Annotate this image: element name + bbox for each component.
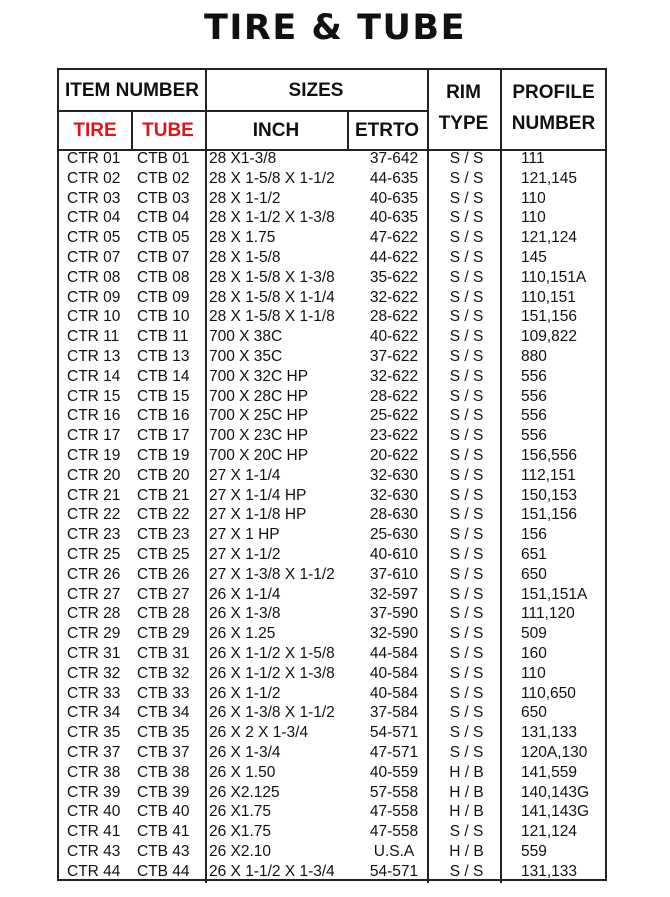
inch-size-cell: 700 X 25C HP: [209, 407, 309, 425]
tube-cell: CTB 32: [137, 664, 190, 682]
inch-size-cell: 26 X 1-1/2 X 1-3/4: [209, 862, 335, 880]
profile-number-cell: 111,120: [521, 605, 575, 623]
rim-type-cell: S / S: [449, 684, 484, 702]
tire-cell: CTR 22: [67, 506, 121, 524]
rim-type-cell: H / B: [449, 803, 484, 821]
profile-number-cell: 110: [521, 189, 546, 207]
etrto-cell: 40-622: [369, 328, 419, 346]
rim-type-cell: S / S: [449, 823, 484, 841]
inch-size-cell: 28 X 1-5/8 X 1-1/4: [209, 288, 335, 306]
rim-type-cell: S / S: [449, 348, 484, 365]
etrto-cell: 37-642: [369, 150, 419, 167]
inch-size-cell: 27 X 1-3/8 X 1-1/2: [209, 565, 335, 583]
inch-size-cell: 26 X2.10: [209, 843, 272, 860]
etrto-cell: 28-630: [369, 506, 419, 524]
inch-size-cell: 700 X 20C HP: [209, 447, 309, 464]
divider-subheader: [59, 110, 427, 112]
etrto-cell: 32-622: [369, 288, 419, 306]
profile-number-cell: 559: [521, 843, 547, 860]
tire-cell: CTR 03: [67, 189, 121, 207]
rim-type-cell: S / S: [449, 565, 484, 583]
tube-cell: CTB 41: [137, 823, 190, 841]
rim-type-cell: S / S: [449, 268, 484, 286]
etrto-cell: 25-630: [369, 526, 419, 544]
table-row: [59, 229, 605, 249]
rim-type-cell: S / S: [449, 288, 484, 306]
tire-cell: CTR 15: [67, 387, 121, 405]
tire-cell: CTR 32: [67, 664, 121, 682]
etrto-cell: 47-558: [369, 803, 419, 821]
table-row: [59, 150, 605, 170]
table-row: [59, 407, 605, 427]
inch-size-cell: 28 X 1-5/8: [209, 249, 281, 266]
inch-size-cell: 26 X 1-1/2 X 1-5/8: [209, 645, 335, 662]
tire-cell: CTR 34: [67, 704, 121, 722]
rim-type-cell: S / S: [449, 862, 484, 880]
tube-cell: CTB 15: [137, 387, 190, 405]
inch-size-cell: 700 X 32C HP: [209, 367, 309, 385]
inch-size-cell: 27 X 1-1/4 HP: [209, 486, 307, 504]
profile-number-cell: 110,151A: [521, 268, 587, 286]
tire-cell: CTR 23: [67, 526, 121, 544]
profile-number-cell: 556: [521, 367, 547, 385]
table-row: [59, 487, 605, 507]
tube-cell: CTB 37: [137, 744, 190, 761]
inch-size-cell: 700 X 23C HP: [209, 427, 309, 445]
profile-number-cell: 650: [521, 565, 547, 583]
rim-type-cell: S / S: [449, 744, 484, 761]
rim-type-cell: S / S: [449, 585, 484, 603]
tire-cell: CTR 26: [67, 565, 121, 583]
rim-type-cell: S / S: [449, 169, 484, 187]
etrto-cell: 37-610: [369, 565, 419, 583]
profile-number-cell: 121,124: [521, 823, 578, 841]
etrto-cell: 23-622: [369, 427, 419, 445]
inch-size-cell: 700 X 28C HP: [209, 387, 309, 405]
rim-type-cell: S / S: [449, 625, 484, 643]
etrto-cell: 44-635: [369, 169, 419, 187]
tube-cell: CTB 01: [137, 150, 190, 167]
tube-cell: CTB 19: [137, 447, 190, 464]
tube-cell: CTB 14: [137, 367, 190, 385]
inch-size-cell: 27 X 1 HP: [209, 526, 280, 544]
etrto-cell: 32-630: [369, 486, 419, 504]
header-rim: RIM: [446, 82, 481, 103]
tire-cell: CTR 02: [67, 169, 121, 187]
table-row: [59, 249, 605, 269]
inch-size-cell: 26 X 1-3/8: [209, 605, 281, 623]
table-row: [59, 586, 605, 606]
table-row: [59, 784, 605, 804]
tire-cell: CTR 33: [67, 684, 121, 702]
tire-cell: CTR 08: [67, 268, 121, 286]
profile-number-cell: 141,559: [521, 763, 578, 781]
rim-type-cell: S / S: [449, 387, 484, 405]
inch-size-cell: 26 X 2 X 1-3/4: [209, 724, 309, 742]
tube-cell: CTB 38: [137, 763, 190, 781]
etrto-cell: 32-597: [369, 585, 419, 603]
inch-size-cell: 28 X1-3/8: [209, 150, 277, 167]
tube-cell: CTB 40: [137, 803, 190, 821]
profile-number-cell: 111: [521, 150, 545, 167]
tire-cell: CTR 09: [67, 288, 121, 306]
inch-size-cell: 26 X 1-3/8 X 1-1/2: [209, 704, 335, 722]
table-row: [59, 388, 605, 408]
inch-size-cell: 26 X2.125: [209, 783, 280, 801]
table-row: [59, 764, 605, 784]
header-tube: TUBE: [142, 120, 194, 141]
header-number: NUMBER: [511, 113, 596, 134]
table-row: [59, 526, 605, 546]
tube-cell: CTB 23: [137, 526, 190, 544]
profile-number-cell: 151,151A: [521, 585, 588, 603]
table-row: [59, 328, 605, 348]
profile-number-cell: 110: [521, 209, 546, 227]
tire-cell: CTR 19: [67, 447, 121, 464]
table-row: [59, 566, 605, 586]
tire-cell: CTR 20: [67, 466, 121, 484]
tire-cell: CTR 11: [67, 328, 120, 346]
tube-cell: CTB 05: [137, 229, 190, 247]
etrto-cell: 40-584: [369, 684, 419, 702]
tube-cell: CTB 27: [137, 585, 190, 603]
etrto-cell: 47-558: [369, 823, 419, 841]
inch-size-cell: 28 X 1-5/8 X 1-1/8: [209, 308, 335, 326]
etrto-cell: 37-590: [369, 605, 419, 623]
rim-type-cell: H / B: [449, 783, 484, 801]
table-row: [59, 823, 605, 843]
profile-number-cell: 509: [521, 625, 547, 643]
tire-cell: CTR 07: [67, 249, 121, 266]
profile-number-cell: 141,143G: [521, 803, 590, 821]
rim-type-cell: S / S: [449, 367, 484, 385]
etrto-cell: 40-635: [369, 209, 419, 227]
etrto-cell: 25-622: [369, 407, 419, 425]
tire-cell: CTR 35: [67, 724, 121, 742]
inch-size-cell: 28 X 1-5/8 X 1-3/8: [209, 268, 335, 286]
rim-type-cell: S / S: [449, 229, 484, 247]
inch-size-cell: 27 X 1-1/4: [209, 466, 281, 484]
table-row: [59, 863, 605, 883]
inch-size-cell: 28 X 1.75: [209, 229, 276, 247]
tire-cell: CTR 38: [67, 763, 121, 781]
profile-number-cell: 156: [521, 526, 547, 544]
profile-number-cell: 556: [521, 407, 547, 425]
tube-cell: CTB 07: [137, 249, 190, 266]
tire-cell: CTR 31: [67, 645, 121, 662]
etrto-cell: 40-635: [369, 189, 419, 207]
rim-type-cell: S / S: [449, 447, 484, 464]
table-row: [59, 209, 605, 229]
rim-type-cell: S / S: [449, 546, 484, 563]
table-row: [59, 368, 605, 388]
tire-cell: CTR 27: [67, 585, 121, 603]
profile-number-cell: 110: [521, 664, 546, 682]
table-row: [59, 724, 605, 744]
header-tire: TIRE: [73, 120, 117, 141]
etrto-cell: 28-622: [369, 308, 419, 326]
tire-tube-table: [57, 68, 607, 881]
tube-cell: CTB 28: [137, 605, 190, 623]
rim-type-cell: S / S: [449, 645, 484, 662]
rim-type-cell: S / S: [449, 724, 484, 742]
profile-number-cell: 650: [521, 704, 547, 722]
table-row: [59, 803, 605, 823]
profile-number-cell: 131,133: [521, 862, 578, 880]
etrto-cell: 44-584: [369, 645, 419, 662]
tire-cell: CTR 10: [67, 308, 121, 326]
tire-cell: CTR 43: [67, 843, 121, 860]
inch-size-cell: 26 X1.75: [209, 803, 272, 821]
tube-cell: CTB 04: [137, 209, 190, 227]
tube-cell: CTB 02: [137, 169, 190, 187]
profile-number-cell: 131,133: [521, 724, 578, 742]
profile-number-cell: 120A,130: [521, 744, 588, 761]
rim-type-cell: H / B: [449, 843, 484, 860]
table-row: [59, 308, 605, 328]
etrto-cell: 32-590: [369, 625, 419, 643]
table-row: [59, 605, 605, 625]
etrto-cell: 28-622: [369, 387, 419, 405]
table-row: [59, 685, 605, 705]
table-row: [59, 843, 605, 863]
header-profile: PROFILE: [512, 82, 595, 103]
rim-type-cell: S / S: [449, 249, 484, 266]
profile-number-cell: 150,153: [521, 486, 578, 504]
inch-size-cell: 28 X 1-5/8 X 1-1/2: [209, 169, 335, 187]
profile-number-cell: 880: [521, 348, 547, 365]
tube-cell: CTB 22: [137, 506, 190, 524]
header-etrto: ETRTO: [354, 120, 420, 141]
rim-type-cell: S / S: [449, 526, 484, 544]
rim-type-cell: S / S: [449, 189, 484, 207]
tube-cell: CTB 29: [137, 625, 190, 643]
tube-cell: CTB 39: [137, 783, 190, 801]
tube-cell: CTB 10: [137, 308, 190, 326]
tube-cell: CTB 21: [137, 486, 190, 504]
tire-cell: CTR 21: [67, 486, 121, 504]
table-row: [59, 269, 605, 289]
table-row: [59, 665, 605, 685]
inch-size-cell: 700 X 35C: [209, 348, 283, 365]
table-row: [59, 467, 605, 487]
rim-type-cell: S / S: [449, 308, 484, 326]
inch-size-cell: 26 X1.75: [209, 823, 272, 841]
tube-cell: CTB 11: [137, 328, 189, 346]
table-row: [59, 447, 605, 467]
table-row: [59, 506, 605, 526]
inch-size-cell: 26 X 1-1/2: [209, 684, 281, 702]
rim-type-cell: S / S: [449, 664, 484, 682]
tire-cell: CTR 28: [67, 605, 121, 623]
table-row: [59, 625, 605, 645]
inch-size-cell: 26 X 1.50: [209, 763, 276, 781]
etrto-cell: 40-610: [369, 546, 419, 563]
profile-number-cell: 110,650: [521, 684, 576, 702]
tube-cell: CTB 20: [137, 466, 190, 484]
tire-cell: CTR 17: [67, 427, 121, 445]
rim-type-cell: S / S: [449, 506, 484, 524]
header-sizes: SIZES: [288, 80, 344, 101]
table-row: [59, 190, 605, 210]
profile-number-cell: 160: [521, 645, 547, 662]
tire-cell: CTR 29: [67, 625, 121, 643]
rim-type-cell: S / S: [449, 486, 484, 504]
table-row: [59, 348, 605, 368]
etrto-cell: 44-622: [369, 249, 419, 266]
etrto-cell: U.S.A: [373, 843, 415, 860]
tube-cell: CTB 35: [137, 724, 190, 742]
header-type: TYPE: [438, 113, 489, 134]
etrto-cell: 37-584: [369, 704, 419, 722]
inch-size-cell: 26 X 1.25: [209, 625, 276, 643]
etrto-cell: 32-630: [369, 466, 419, 484]
tube-cell: CTB 17: [137, 427, 190, 445]
tire-cell: CTR 04: [67, 209, 121, 227]
inch-size-cell: 26 X 1-3/4: [209, 744, 281, 761]
etrto-cell: 40-559: [369, 763, 419, 781]
tube-cell: CTB 31: [137, 645, 190, 662]
inch-size-cell: 28 X 1-1/2: [209, 189, 281, 207]
profile-number-cell: 121,124: [521, 229, 578, 247]
etrto-cell: 54-571: [369, 862, 419, 880]
rim-type-cell: S / S: [449, 407, 484, 425]
rim-type-cell: S / S: [449, 209, 484, 227]
table-row: [59, 744, 605, 764]
profile-number-cell: 145: [521, 249, 547, 266]
tube-cell: CTB 33: [137, 684, 190, 702]
table-row: [59, 427, 605, 447]
header-item-number: ITEM NUMBER: [64, 80, 200, 101]
profile-number-cell: 156,556: [521, 447, 578, 464]
table-row: [59, 704, 605, 724]
table-row: [59, 289, 605, 309]
tube-cell: CTB 34: [137, 704, 190, 722]
tire-cell: CTR 44: [67, 862, 121, 880]
profile-number-cell: 112,151: [521, 466, 576, 484]
inch-size-cell: 26 X 1-1/2 X 1-3/8: [209, 664, 335, 682]
tube-cell: CTB 44: [137, 862, 190, 880]
header-inch: INCH: [252, 120, 300, 141]
page-title: TIRE & TUBE: [203, 8, 467, 48]
tube-cell: CTB 03: [137, 189, 190, 207]
tube-cell: CTB 09: [137, 288, 190, 306]
etrto-cell: 57-558: [369, 783, 419, 801]
rim-type-cell: S / S: [449, 427, 484, 445]
tire-cell: CTR 16: [67, 407, 121, 425]
inch-size-cell: 27 X 1-1/2: [209, 546, 281, 563]
profile-number-cell: 109,822: [521, 328, 578, 346]
tire-cell: CTR 13: [67, 348, 121, 365]
rim-type-cell: S / S: [449, 150, 484, 167]
rim-type-cell: H / B: [449, 763, 484, 781]
etrto-cell: 35-622: [369, 268, 419, 286]
rim-type-cell: S / S: [449, 328, 484, 346]
tube-cell: CTB 26: [137, 565, 190, 583]
inch-size-cell: 28 X 1-1/2 X 1-3/8: [209, 209, 335, 227]
etrto-cell: 54-571: [369, 724, 419, 742]
etrto-cell: 32-622: [369, 367, 419, 385]
tube-cell: CTB 08: [137, 268, 190, 286]
tire-cell: CTR 25: [67, 546, 121, 563]
profile-number-cell: 151,156: [521, 506, 578, 524]
profile-number-cell: 110,151: [521, 288, 576, 306]
inch-size-cell: 700 X 38C: [209, 328, 283, 346]
tire-cell: CTR 14: [67, 367, 121, 385]
tire-cell: CTR 39: [67, 783, 121, 801]
profile-number-cell: 151,156: [521, 308, 578, 326]
table-row: [59, 170, 605, 190]
profile-number-cell: 140,143G: [521, 783, 590, 801]
tube-cell: CTB 16: [137, 407, 190, 425]
etrto-cell: 47-571: [369, 744, 419, 761]
tire-cell: CTR 37: [67, 744, 121, 761]
profile-number-cell: 121,145: [521, 169, 578, 187]
rim-type-cell: S / S: [449, 605, 484, 623]
etrto-cell: 47-622: [369, 229, 419, 247]
tire-cell: CTR 41: [67, 823, 121, 841]
profile-number-cell: 651: [521, 546, 547, 563]
inch-size-cell: 27 X 1-1/8 HP: [209, 506, 307, 524]
rim-type-cell: S / S: [449, 466, 484, 484]
etrto-cell: 40-584: [369, 664, 419, 682]
tube-cell: CTB 13: [137, 348, 190, 365]
inch-size-cell: 26 X 1-1/4: [209, 585, 281, 603]
profile-number-cell: 556: [521, 427, 547, 445]
rim-type-cell: S / S: [449, 704, 484, 722]
etrto-cell: 37-622: [369, 348, 419, 365]
table-row: [59, 645, 605, 665]
tube-cell: CTB 43: [137, 843, 190, 860]
tire-cell: CTR 01: [67, 150, 121, 167]
profile-number-cell: 556: [521, 387, 547, 405]
table-row: [59, 546, 605, 566]
tire-cell: CTR 40: [67, 803, 121, 821]
tube-cell: CTB 25: [137, 546, 190, 563]
etrto-cell: 20-622: [369, 447, 419, 464]
tire-cell: CTR 05: [67, 229, 121, 247]
